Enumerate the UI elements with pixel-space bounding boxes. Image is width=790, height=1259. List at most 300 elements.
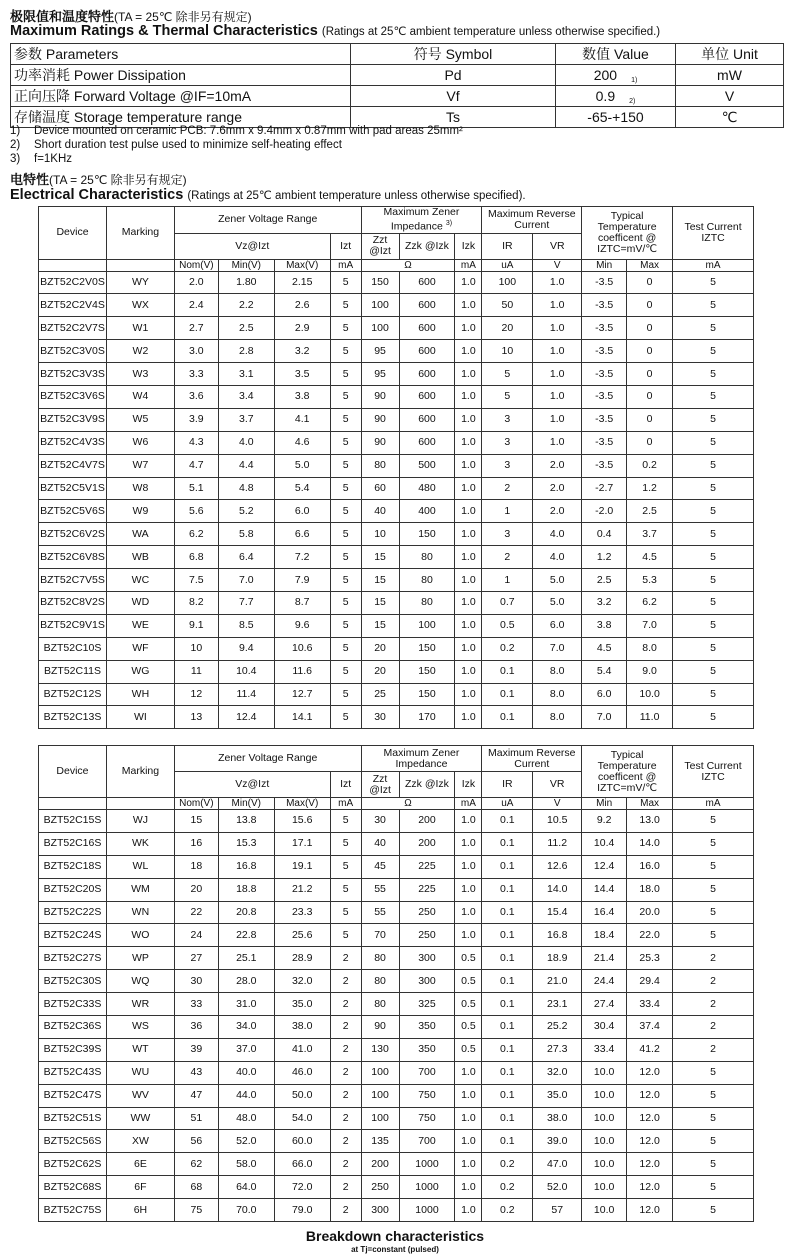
value-cell: 5	[330, 363, 361, 386]
value-cell: 3	[482, 431, 533, 454]
value-cell: 45	[361, 855, 399, 878]
value-cell: 1.2	[627, 477, 673, 500]
value-cell: 80	[361, 454, 399, 477]
table-row	[39, 878, 754, 901]
value-cell: 30.4	[582, 1016, 627, 1039]
value-cell: 0.1	[482, 1107, 533, 1130]
value-cell: 0.2	[482, 1176, 533, 1199]
header-reverse-current: Maximum Reverse Current	[482, 746, 582, 772]
header-vr: VR	[533, 772, 582, 798]
header-test-current: Test Current IZTC	[673, 746, 754, 798]
value-cell: 1000	[399, 1199, 455, 1222]
unit-cell: V	[533, 259, 582, 271]
value-cell: 16.0	[627, 855, 673, 878]
value-cell: 4.0	[533, 523, 582, 546]
value-cell: 36	[174, 1016, 218, 1039]
value-cell: 5.3	[627, 569, 673, 592]
value-cell: 0.1	[482, 970, 533, 993]
title-en-cond-text: (Ratings at 25℃ ambient temperature unless otherwise specified.)	[321, 26, 661, 38]
value-cell: 5	[673, 294, 754, 317]
value-cell: 8.5	[218, 614, 274, 637]
table-row	[39, 970, 754, 993]
value-cell: 1000	[399, 1153, 455, 1176]
value-cell: 600	[399, 385, 455, 408]
marking-cell: WR	[106, 993, 174, 1016]
value-cell: 150	[399, 637, 455, 660]
value-cell: 3.7	[627, 523, 673, 546]
value-cell: 10.0	[582, 1130, 627, 1153]
table-row	[39, 832, 754, 855]
value-cell: 100	[361, 1061, 399, 1084]
value-cell: 5	[330, 591, 361, 614]
value-cell: 15.6	[274, 810, 330, 833]
value-cell: 3	[482, 523, 533, 546]
units-blank	[106, 259, 174, 271]
unit-cell: uA	[482, 259, 533, 271]
title-cn-text: 电特性	[10, 172, 50, 187]
value-cell: 5	[330, 855, 361, 878]
value-cell: 3	[482, 408, 533, 431]
footnote-text: f=1KHz	[34, 153, 73, 165]
max-ratings-table	[10, 43, 784, 128]
value-cell: 4.8	[218, 477, 274, 500]
marking-cell: XW	[106, 1130, 174, 1153]
value-cell: 5	[673, 477, 754, 500]
value-cell: 1	[482, 500, 533, 523]
value-cell: 3.3	[174, 363, 218, 386]
value-cell: 0.1	[482, 706, 533, 729]
value-cell: 33.4	[627, 993, 673, 1016]
unit-cell: mA	[673, 798, 754, 810]
value-cell: 1.0	[455, 1130, 482, 1153]
header-marking: Marking	[106, 746, 174, 798]
value-cell: 7.0	[627, 614, 673, 637]
value-cell: 80	[361, 970, 399, 993]
value-cell: 24.4	[582, 970, 627, 993]
table-row	[39, 614, 754, 637]
device-cell: BZT52C27S	[39, 947, 107, 970]
value-cell: 5	[330, 878, 361, 901]
device-cell: BZT52C10S	[39, 637, 107, 660]
value-cell: 2	[330, 1084, 361, 1107]
value-cell: 2	[330, 1061, 361, 1084]
footnote-text: Short duration test pulse used to minimize self-heating effect	[34, 139, 342, 151]
value-cell: 10.0	[582, 1199, 627, 1222]
value-cell: 31.0	[218, 993, 274, 1016]
value-text: 0.9	[595, 87, 616, 104]
unit-cell: Min(V)	[218, 259, 274, 271]
value-cell: 14.1	[274, 706, 330, 729]
table-row	[39, 683, 754, 706]
value-cell: 25.2	[533, 1016, 582, 1039]
value-cell: 4.7	[174, 454, 218, 477]
value-cell: 5	[330, 637, 361, 660]
value-cell: 5	[673, 1153, 754, 1176]
title-cn-text: 极限值和温度特性	[10, 9, 115, 24]
value-cell: 3.5	[274, 363, 330, 386]
value-cell: 1.0	[455, 408, 482, 431]
value-cell: 600	[399, 340, 455, 363]
value-cell: 750	[399, 1107, 455, 1130]
value-cell: 400	[399, 500, 455, 523]
value-cell: 6.0	[533, 614, 582, 637]
value-cell: 12.0	[627, 1061, 673, 1084]
value-cell: 12.7	[274, 683, 330, 706]
value-cell: 0.1	[482, 1038, 533, 1061]
footnote-num: 1)	[10, 125, 21, 137]
value-cell: 22.0	[627, 924, 673, 947]
value-cell: 20.8	[218, 901, 274, 924]
value-cell: 5	[673, 454, 754, 477]
value-cell: 10.4	[582, 832, 627, 855]
footnote	[10, 138, 463, 152]
table-row	[39, 1153, 754, 1176]
param-cell: 功率消耗 Power Dissipation	[11, 65, 351, 86]
value-cell: -2.0	[582, 500, 627, 523]
value-cell: 2	[673, 993, 754, 1016]
value-cell: 0.5	[455, 1038, 482, 1061]
value-cell: 225	[399, 855, 455, 878]
value-cell: 25.6	[274, 924, 330, 947]
marking-cell: WV	[106, 1084, 174, 1107]
value-cell: 0.1	[482, 1061, 533, 1084]
marking-cell: WG	[106, 660, 174, 683]
value-cell: 50	[482, 294, 533, 317]
value-cell: 5	[673, 340, 754, 363]
max-impedance-text: Maximum Zener Impedance	[383, 206, 460, 233]
value-cell: 23.3	[274, 901, 330, 924]
header-reverse-current: Maximum Reverse Current	[482, 207, 582, 234]
table-row	[39, 591, 754, 614]
marking-cell: WL	[106, 855, 174, 878]
marking-cell: W6	[106, 431, 174, 454]
value-cell: 34.0	[218, 1016, 274, 1039]
value-cell: 8.2	[174, 591, 218, 614]
value-cell: 9.6	[274, 614, 330, 637]
value-cell: 95	[361, 363, 399, 386]
device-cell: BZT52C62S	[39, 1153, 107, 1176]
value-cell: 1.0	[455, 901, 482, 924]
unit-cell: mW	[676, 65, 784, 86]
value-cell: 3	[482, 454, 533, 477]
value-cell: 8.0	[533, 660, 582, 683]
value-cell: 15	[361, 591, 399, 614]
value-cell: 12.4	[218, 706, 274, 729]
value-cell: 80	[361, 947, 399, 970]
device-cell: BZT52C3V9S	[39, 408, 107, 431]
value-cell: 3.9	[174, 408, 218, 431]
value-cell: 9.1	[174, 614, 218, 637]
value-cell: 0.1	[482, 878, 533, 901]
value-cell: 500	[399, 454, 455, 477]
value-cell: 10.0	[582, 1176, 627, 1199]
footnotes	[10, 124, 463, 166]
header-izk: Izk	[455, 233, 482, 259]
marking-cell: WC	[106, 569, 174, 592]
units-row	[39, 798, 754, 810]
value-cell: 2	[330, 970, 361, 993]
value-cell: 5	[673, 408, 754, 431]
value-cell: 1.0	[455, 637, 482, 660]
value-cell: 18	[174, 855, 218, 878]
value-cell: 10.5	[533, 810, 582, 833]
value-cell: 5	[673, 385, 754, 408]
value-cell: 1.0	[455, 477, 482, 500]
value-cell: 2.5	[627, 500, 673, 523]
unit-cell: Ω	[361, 259, 455, 271]
value-cell: 51	[174, 1107, 218, 1130]
max-ratings-row	[11, 65, 784, 86]
unit-cell: Nom(V)	[174, 259, 218, 271]
marking-cell: WU	[106, 1061, 174, 1084]
marking-cell: WM	[106, 878, 174, 901]
value-cell: 5	[673, 1107, 754, 1130]
device-cell: BZT52C51S	[39, 1107, 107, 1130]
value-cell: 52.0	[218, 1130, 274, 1153]
value-cell: 1.0	[533, 363, 582, 386]
value-cell: 20	[174, 878, 218, 901]
value-cell: 57	[533, 1199, 582, 1222]
value-cell: 4.6	[274, 431, 330, 454]
note-ref: 1)	[631, 76, 638, 84]
value-cell: 3.0	[174, 340, 218, 363]
device-cell: BZT52C20S	[39, 878, 107, 901]
value-cell: 5	[330, 901, 361, 924]
value-cell: 2.0	[533, 454, 582, 477]
value-cell: 11.6	[274, 660, 330, 683]
value-cell: 700	[399, 1061, 455, 1084]
value-cell: 1.0	[455, 683, 482, 706]
value-cell: 5	[330, 454, 361, 477]
value-cell: 2.9	[274, 317, 330, 340]
value-cell: 325	[399, 993, 455, 1016]
value-cell: 5	[673, 1084, 754, 1107]
header-zzt: Zzt @Izt	[361, 772, 399, 798]
value-cell: 15.3	[218, 832, 274, 855]
value-cell: 10.0	[582, 1084, 627, 1107]
param-cell: 正向压降 Forward Voltage @IF=10mA	[11, 86, 351, 107]
value-cell: 37.0	[218, 1038, 274, 1061]
value-cell: 5	[673, 637, 754, 660]
value-cell: 350	[399, 1016, 455, 1039]
unit-cell: Max	[627, 259, 673, 271]
value-cell: 75	[174, 1199, 218, 1222]
device-cell: BZT52C5V6S	[39, 500, 107, 523]
value-cell: 10	[482, 340, 533, 363]
value-cell: 16.8	[533, 924, 582, 947]
header-vz: Vz@Izt	[174, 772, 330, 798]
footnote-num: 2)	[10, 139, 21, 151]
value-cell: 10	[174, 637, 218, 660]
value-cell: 1.0	[533, 294, 582, 317]
value-cell: 12.0	[627, 1084, 673, 1107]
value-cell: 2	[330, 1038, 361, 1061]
value-cell: 19.1	[274, 855, 330, 878]
table-row	[39, 901, 754, 924]
table-row	[39, 855, 754, 878]
value-cell: 12	[174, 683, 218, 706]
value-cell: 100	[399, 614, 455, 637]
value-cell: 20.0	[627, 901, 673, 924]
value-cell: 16.4	[582, 901, 627, 924]
value-cell: 2	[330, 1199, 361, 1222]
value-cell: 13	[174, 706, 218, 729]
value-cell: 38.0	[533, 1107, 582, 1130]
units-blank	[39, 798, 107, 810]
breakdown-title: Breakdown characteristics	[305, 1228, 485, 1244]
device-cell: BZT52C11S	[39, 660, 107, 683]
device-cell: BZT52C8V2S	[39, 591, 107, 614]
value-cell: 7.9	[274, 569, 330, 592]
value-cell: 1.0	[455, 500, 482, 523]
value-cell: 2.4	[174, 294, 218, 317]
value-cell: 5	[330, 832, 361, 855]
value-cell: 1.80	[218, 271, 274, 294]
table-row	[39, 1199, 754, 1222]
units-blank	[106, 798, 174, 810]
value-cell: 52.0	[533, 1176, 582, 1199]
value-cell: 5	[330, 614, 361, 637]
value-cell: 2	[482, 477, 533, 500]
unit-cell: uA	[482, 798, 533, 810]
value-cell: 1.0	[455, 1084, 482, 1107]
value-cell: 5	[673, 810, 754, 833]
value-cell: 2.0	[533, 477, 582, 500]
unit-cell: mA	[455, 798, 482, 810]
value-cell: 1.0	[455, 340, 482, 363]
value-cell: 5.8	[218, 523, 274, 546]
table-row	[39, 477, 754, 500]
value-cell: 0.2	[627, 454, 673, 477]
value-cell: 29.4	[627, 970, 673, 993]
value-cell: 750	[399, 1084, 455, 1107]
value-cell: 150	[361, 271, 399, 294]
value-cell: 600	[399, 408, 455, 431]
value-cell: 0.1	[482, 1016, 533, 1039]
value-cell: 58.0	[218, 1153, 274, 1176]
value-cell: 200	[399, 810, 455, 833]
value-cell: 11.2	[533, 832, 582, 855]
header-zzt: Zzt @Izt	[361, 233, 399, 259]
value-cell: 0.5	[455, 1016, 482, 1039]
title-en-text: Electrical Characteristics	[10, 187, 184, 203]
value-cell: 2.5	[582, 569, 627, 592]
table-row	[39, 637, 754, 660]
value-cell: 5	[673, 363, 754, 386]
marking-cell: WA	[106, 523, 174, 546]
value-cell: 5	[330, 546, 361, 569]
table-row	[39, 1084, 754, 1107]
value-cell: 5	[673, 614, 754, 637]
value-cell: 5	[330, 924, 361, 947]
value-cell: 11.4	[218, 683, 274, 706]
device-cell: BZT52C56S	[39, 1130, 107, 1153]
value-cell: 1.0	[455, 924, 482, 947]
value-cell: 3.6	[174, 385, 218, 408]
table-row	[39, 1061, 754, 1084]
header-symbol: 符号 Symbol	[351, 44, 556, 65]
value-cell: 6.0	[274, 500, 330, 523]
header-max-impedance	[361, 207, 482, 234]
table-row	[39, 660, 754, 683]
value-cell: 18.4	[582, 924, 627, 947]
device-cell: BZT52C3V6S	[39, 385, 107, 408]
value-cell: 6.0	[582, 683, 627, 706]
value-cell: 5	[673, 1061, 754, 1084]
value-cell: 250	[361, 1176, 399, 1199]
value-cell: 41.2	[627, 1038, 673, 1061]
value-cell: 0.5	[455, 993, 482, 1016]
value-cell: 5.6	[174, 500, 218, 523]
value-cell: 1.0	[455, 1107, 482, 1130]
value-cell: 0.2	[482, 1153, 533, 1176]
value-cell: 5	[330, 810, 361, 833]
value-cell: 2	[482, 546, 533, 569]
value-cell: 44.0	[218, 1084, 274, 1107]
breakdown-subtitle: at Tj=constant (pulsed)	[351, 1245, 439, 1254]
marking-cell: WT	[106, 1038, 174, 1061]
value-cell: 90	[361, 1016, 399, 1039]
value-cell: 5	[330, 660, 361, 683]
unit-cell: V	[533, 798, 582, 810]
value-cell: 100	[482, 271, 533, 294]
value-cell: 2	[673, 970, 754, 993]
device-cell: BZT52C5V1S	[39, 477, 107, 500]
value-cell: 47	[174, 1084, 218, 1107]
title-cond-text: (TA = 25℃ 除非另有规定)	[49, 173, 187, 187]
device-cell: BZT52C3V0S	[39, 340, 107, 363]
marking-cell: WD	[106, 591, 174, 614]
value-cell: 5	[673, 855, 754, 878]
value-cell: 27.4	[582, 993, 627, 1016]
value-cell: 23.1	[533, 993, 582, 1016]
value-cell: 1.2	[582, 546, 627, 569]
value-cell: 10.0	[582, 1153, 627, 1176]
value-cell: 4.1	[274, 408, 330, 431]
value-cell: 1.0	[455, 271, 482, 294]
value-cell: -3.5	[582, 271, 627, 294]
table-row	[39, 408, 754, 431]
unit-cell: Max(V)	[274, 259, 330, 271]
value-cell: 0.1	[482, 683, 533, 706]
unit-cell: Max(V)	[274, 798, 330, 810]
electrical-table-2	[38, 745, 754, 1222]
value-cell: 16.8	[218, 855, 274, 878]
value-cell: 5	[330, 408, 361, 431]
table-row	[39, 431, 754, 454]
value-cell: 25	[361, 683, 399, 706]
value-cell: 2.7	[174, 317, 218, 340]
value-cell: 5	[673, 1176, 754, 1199]
device-cell: BZT52C16S	[39, 832, 107, 855]
value-cell	[556, 65, 676, 86]
symbol-cell: Vf	[351, 86, 556, 107]
table-row	[39, 454, 754, 477]
value-cell: 5	[330, 477, 361, 500]
value-cell: 12.0	[627, 1130, 673, 1153]
value-cell: 54.0	[274, 1107, 330, 1130]
value-cell: -3.5	[582, 294, 627, 317]
value-cell: 5	[673, 1199, 754, 1222]
marking-cell: WY	[106, 271, 174, 294]
value-cell: 22	[174, 901, 218, 924]
device-cell: BZT52C2V4S	[39, 294, 107, 317]
value-cell: 0.1	[482, 924, 533, 947]
value-cell: 1.0	[533, 385, 582, 408]
marking-cell: WE	[106, 614, 174, 637]
value-cell: 18.0	[627, 878, 673, 901]
value-cell: 80	[399, 569, 455, 592]
